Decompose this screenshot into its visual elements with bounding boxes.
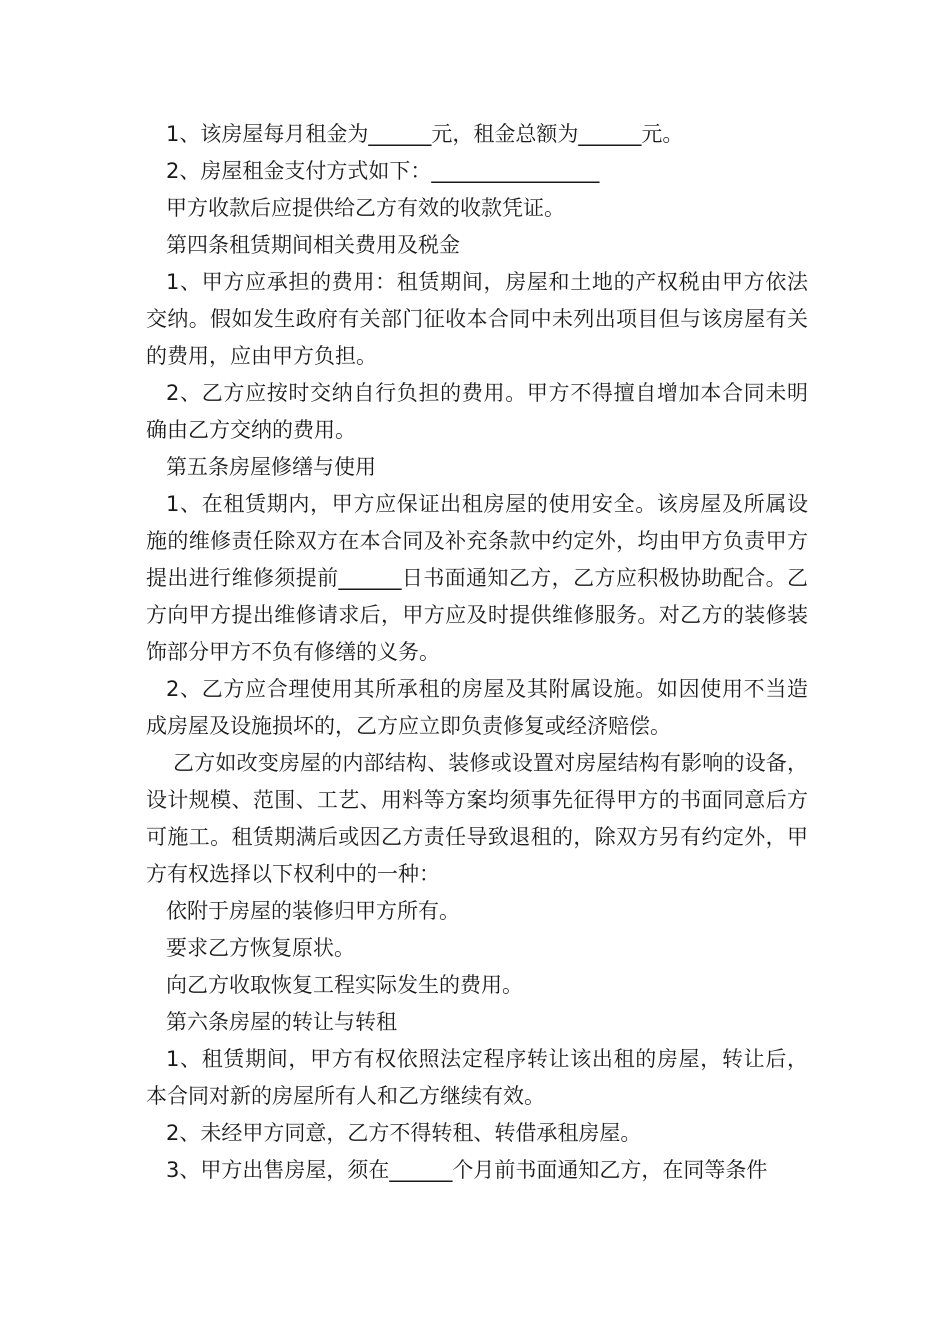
document-body — [146, 116, 808, 1189]
paragraph-6-2: 2、未经甲方同意，乙方不得转租、转借承租房屋。 — [166, 1121, 642, 1145]
paragraph-4-2: 2、乙方应按时交纳自行负担的费用。甲方不得擅自增加本合同未明确由乙方交纳的费用。 — [146, 381, 808, 442]
paragraph-5-option-2: 要求乙方恢复原状。 — [166, 936, 355, 960]
paragraph-5-option-3: 向乙方收取恢复工程实际发生的费用。 — [166, 973, 523, 997]
paragraph-receipt: 甲方收款后应提供给乙方有效的收款凭证。 — [166, 196, 565, 220]
paragraph-4-1: 1、甲方应承担的费用：租赁期间，房屋和土地的产权税由甲方依法交纳。假如发生政府有关部门征收本合同中未列出项目但与该房屋有关的费用，应由甲方负担。 — [146, 270, 808, 368]
paragraph-5-1: 1、在租赁期内，甲方应保证出租房屋的使用安全。该房屋及所属设施的维修责任除双方在本合同及补充条款中约定外，均由甲方负责甲方提出进行维修须提前______日书面通知乙方，乙方应积极协助配合。乙方向甲方提出维修请求后，甲方应及时提供维修服务。对乙方的装修装饰部分甲方不负有修缮的义务。 — [146, 492, 808, 664]
paragraph-6-3: 3、甲方出售房屋，须在______个月前书面通知乙方，在同等条件 — [166, 1158, 768, 1182]
section-heading-4: 第四条租赁期间相关费用及税金 — [166, 233, 460, 257]
paragraph-5-modification: 乙方如改变房屋的内部结构、装修或设置对房屋结构有影响的设备，设计规模、范围、工艺、用料等方案均须事先征得甲方的书面同意后方可施工。租赁期满后或因乙方责任导致退租的，除双方另有约定外，甲方有权选择以下权利中的一种： — [146, 751, 808, 886]
section-heading-6: 第六条房屋的转让与转租 — [166, 1010, 397, 1034]
paragraph-rent-amount: 1、该房屋每月租金为______元，租金总额为______元。 — [166, 122, 684, 146]
paragraph-6-1: 1、租赁期间，甲方有权依照法定程序转让该出租的房屋，转让后，本合同对新的房屋所有人和乙方继续有效。 — [146, 1047, 808, 1108]
paragraph-payment-method: 2、房屋租金支付方式如下：________________ — [166, 159, 600, 183]
paragraph-5-2: 2、乙方应合理使用其所承租的房屋及其附属设施。如因使用不当造成房屋及设施损坏的，乙方应立即负责修复或经济赔偿。 — [146, 677, 808, 738]
paragraph-5-option-1: 依附于房屋的装修归甲方所有。 — [166, 899, 460, 923]
section-heading-5: 第五条房屋修缮与使用 — [166, 455, 376, 479]
